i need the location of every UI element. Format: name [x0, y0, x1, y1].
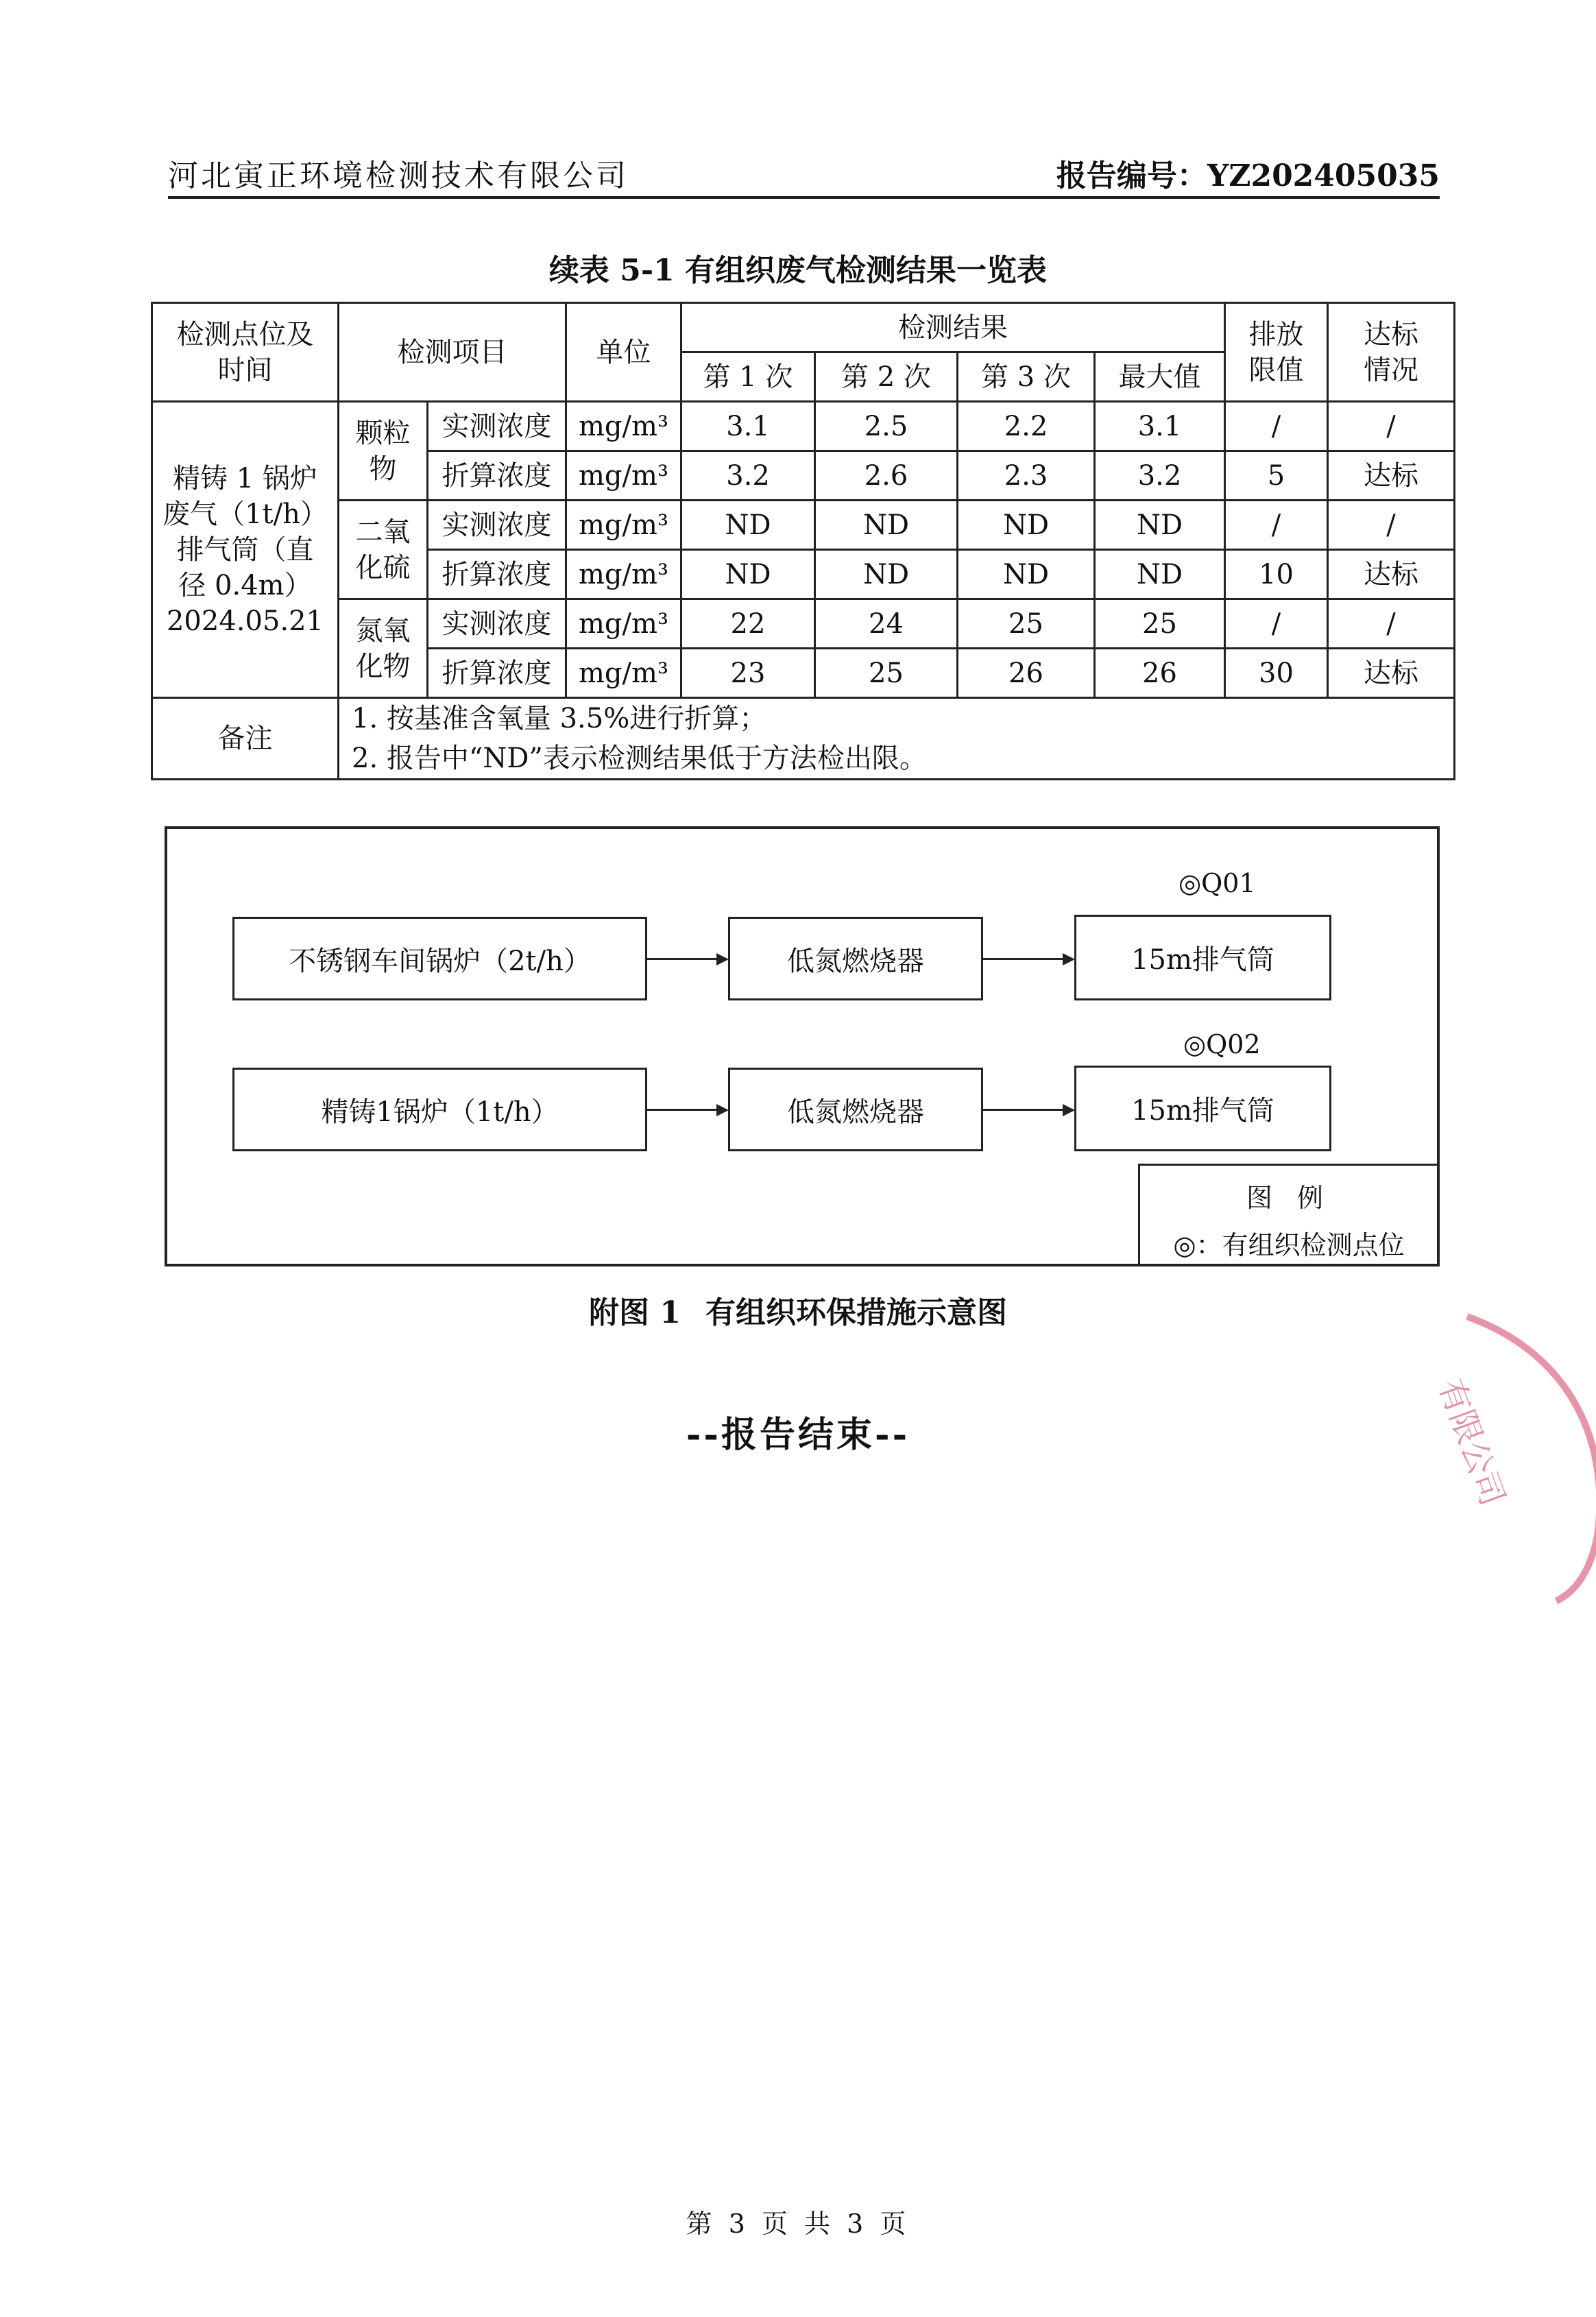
value-cell: 3.2	[1095, 451, 1225, 501]
limit-cell: /	[1225, 599, 1328, 649]
table-title: 续表 5-1 有组织废气检测结果一览表	[548, 253, 1048, 288]
process-box-1: 低氮燃烧器	[728, 917, 983, 1000]
limit-cell: /	[1225, 501, 1328, 550]
status-cell: /	[1328, 501, 1455, 550]
value-cell: 2.6	[815, 451, 958, 501]
limit-cell: /	[1225, 402, 1328, 451]
head-run-1: 第 1 次	[681, 352, 815, 402]
group-name: 二氧 化硫	[339, 501, 428, 599]
outlet-box-2: 15m排气筒	[1074, 1066, 1331, 1151]
value-cell: 23	[681, 649, 815, 698]
row-unit: mg/m³	[566, 550, 681, 599]
table-row	[152, 599, 1455, 649]
status-cell: /	[1328, 599, 1455, 649]
status-cell: 达标	[1328, 451, 1455, 501]
value-cell: ND	[681, 550, 815, 599]
head-max: 最大值	[1095, 352, 1225, 402]
arrow-icon	[647, 958, 726, 960]
head-status: 达标 情况	[1328, 303, 1455, 402]
value-cell: ND	[1095, 550, 1225, 599]
report-number: 报告编号：YZ202405035	[1056, 158, 1440, 193]
remarks-row	[152, 698, 1455, 780]
arrow-icon	[647, 1109, 726, 1111]
page-footer: 第 3 页 共 3 页	[686, 2209, 910, 2239]
value-cell: ND	[815, 550, 958, 599]
outlet-box-1: 15m排气筒	[1074, 915, 1331, 1000]
head-run-3: 第 3 次	[958, 352, 1095, 402]
value-cell: ND	[681, 501, 815, 550]
limit-cell: 5	[1225, 451, 1328, 501]
header-divider	[168, 196, 1440, 199]
value-cell: 3.1	[1095, 402, 1225, 451]
value-cell: ND	[958, 501, 1095, 550]
row-type: 实测浓度	[428, 599, 566, 649]
row-unit: mg/m³	[566, 402, 681, 451]
limit-cell: 30	[1225, 649, 1328, 698]
report-end: --报告结束--	[686, 1414, 910, 1456]
arrow-icon	[983, 1109, 1072, 1111]
group-name: 氮氧 化物	[339, 599, 428, 698]
status-cell: 达标	[1328, 649, 1455, 698]
value-cell: 24	[815, 599, 958, 649]
row-type: 折算浓度	[428, 550, 566, 599]
legend	[1138, 1164, 1440, 1266]
head-point-time: 检测点位及 时间	[152, 303, 339, 402]
remarks-text: 1. 按基准含氧量 3.5%进行折算； 2. 报告中“ND”表示检测结果低于方法检出限。	[339, 698, 1455, 780]
figure-number: 附图 1	[589, 1295, 681, 1330]
remarks-label: 备注	[152, 698, 339, 780]
legend-title: 图 例	[1246, 1183, 1332, 1213]
arrow-icon	[983, 958, 1072, 960]
figure-caption	[0, 1288, 1596, 1332]
value-cell: 3.1	[681, 402, 815, 451]
value-cell: 2.5	[815, 402, 958, 451]
location-cell: 精铸 1 锅炉 废气（1t/h） 排气筒（直 径 0.4m） 2024.05.21	[152, 402, 339, 698]
row-type: 实测浓度	[428, 501, 566, 550]
head-limit: 排放 限值	[1225, 303, 1328, 402]
limit-cell: 10	[1225, 550, 1328, 599]
row-unit: mg/m³	[566, 451, 681, 501]
seal-text: 有限公司	[1431, 1373, 1512, 1511]
value-cell: 26	[958, 649, 1095, 698]
row-unit: mg/m³	[566, 599, 681, 649]
value-cell: 26	[1095, 649, 1225, 698]
value-cell: 25	[815, 649, 958, 698]
point-q02-label: ◎Q02	[1183, 1029, 1261, 1059]
row-unit: mg/m³	[566, 501, 681, 550]
table-row	[152, 501, 1455, 550]
row-type: 折算浓度	[428, 649, 566, 698]
value-cell: 2.3	[958, 451, 1095, 501]
value-cell: ND	[958, 550, 1095, 599]
legend-item: ◎：有组织检测点位	[1173, 1230, 1405, 1260]
head-run-2: 第 2 次	[815, 352, 958, 402]
row-type: 折算浓度	[428, 451, 566, 501]
process-box-2: 低氮燃烧器	[728, 1068, 983, 1151]
value-cell: ND	[815, 501, 958, 550]
value-cell: 2.2	[958, 402, 1095, 451]
row-type: 实测浓度	[428, 402, 566, 451]
row-unit: mg/m³	[566, 649, 681, 698]
group-name: 颗粒 物	[339, 402, 428, 501]
status-cell: 达标	[1328, 550, 1455, 599]
head-item: 检测项目	[339, 303, 566, 402]
table-row	[152, 402, 1455, 451]
value-cell: 22	[681, 599, 815, 649]
value-cell: ND	[1095, 501, 1225, 550]
company-name: 河北寅正环境检测技术有限公司	[168, 158, 629, 193]
source-box-1: 不锈钢车间锅炉（2t/h）	[232, 917, 647, 1000]
head-unit: 单位	[566, 303, 681, 402]
figure-title: 有组织环保措施示意图	[705, 1295, 1007, 1330]
process-diagram	[165, 826, 1440, 1266]
head-results: 检测结果	[681, 303, 1225, 352]
value-cell: 25	[1095, 599, 1225, 649]
point-q01-label: ◎Q01	[1178, 868, 1256, 898]
value-cell: 25	[958, 599, 1095, 649]
status-cell: /	[1328, 402, 1455, 451]
results-table	[151, 302, 1455, 780]
value-cell: 3.2	[681, 451, 815, 501]
source-box-2: 精铸1锅炉（1t/h）	[232, 1068, 647, 1151]
